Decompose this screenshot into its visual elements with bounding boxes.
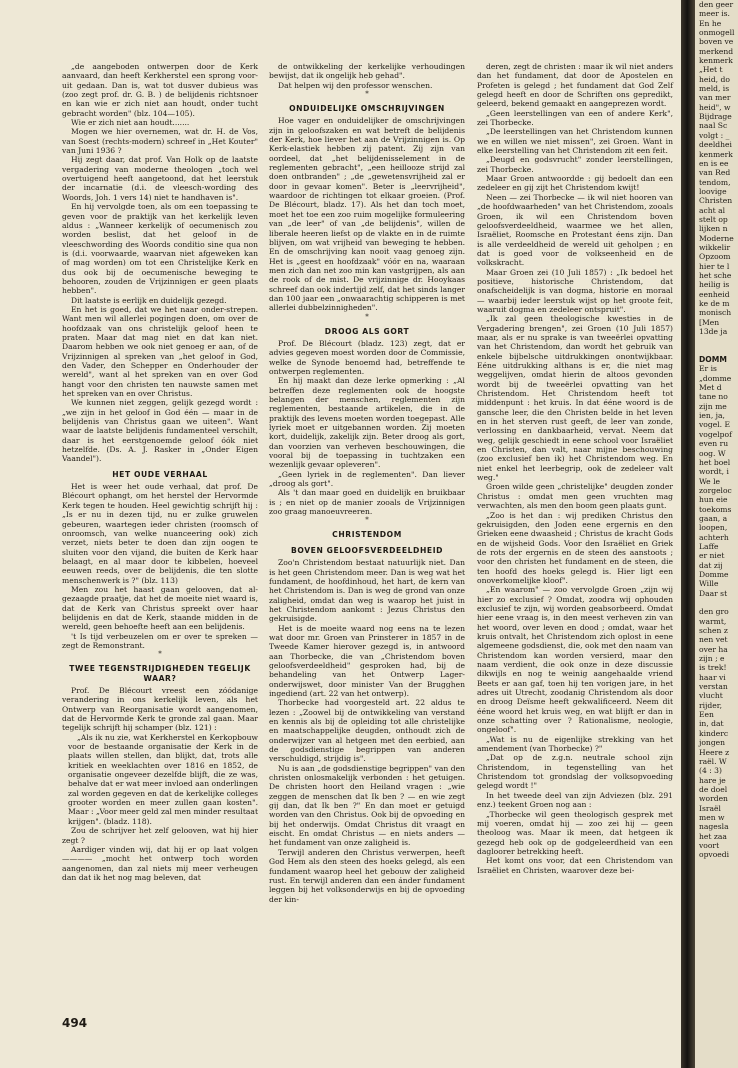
paragraph: We kunnen niet zeggen, gelijk gezegd wordt : „we zijn in het geloof in God één — maar in de belijdenis van Christus gaan we uiteen". Want waar de laatste belijdenis fundamenteel verschilt, daar is het eerstgenoemde geloof óók niet hetzelfde. (Ds. A. J. Rasker in „Onder Eigen Vaandel").	[62, 398, 258, 464]
paragraph: Maar Groen zei (10 Juli 1857) : „Ik bedoel het positieve, historische Christendom, dat onafscheidelijk is van dogma, historie en moraal — waarbij ieder leerstuk wijst op het groote feit, waaruit dogma en zedeleer ontspruit".	[477, 267, 673, 314]
next-page-line: „domme	[699, 373, 732, 383]
next-page-line: vlucht	[699, 691, 723, 701]
paragraph: Neen — zei Thorbecke — ik wil niet hooren van „de hoofdwaarheden" van het Christendom, zooals Groen, ik wil een Christendom boven geloofsverdeeldheid, waarmee we het allen, Israëliet, Roomsche en Protestant éens zijn. Dan is alle verdeeldheid de wereld uit geholpen ; en dat is goed voor de volkseenheid en de volkskracht.	[477, 192, 673, 268]
next-page-line: wikkelir	[699, 242, 731, 252]
next-page-line: Opzoom	[699, 252, 731, 262]
paragraph: deren, zegt de christen : maar ik wil niet anders dan het fundament, dat door de Apostelen en Profeten is gelegd ; het fundament dat God Zelf gelegd heeft en door de Schriften ons gepredikt, geleerd, bekend gemaakt en aangeprezen wordt.	[477, 62, 673, 109]
next-page-line: meer is.	[699, 9, 730, 19]
next-page-line: [Men	[699, 317, 720, 327]
next-page-line: ien, ja,	[699, 411, 725, 421]
next-page-line: van Red	[699, 168, 731, 178]
paragraph: Hoe vager en onduidelijker de omschrijvingen zijn in geloofszaken en wat betreft de belijdenis der Kerk, hoe liever het aan de Vrijzinnigen is. Op Kerk-elastiek hebben zij patent. Zij zijn van oordeel, dat „het belijdenisselement in de reglementen gebracht", „een heillooze strijd zal doen ontbranden" ; „de „gewetensvrijheid zal er door in gevaar komen". Beter is „leervrijheid", waardoor de richtingen tot elkaar groeien. (Prof. De Blécourt, bladz. 17). Als het dan toch moet, moet het toe een zoo ruim mogelijke formuleering van „de leer" of van „de belijdenis", willen de liberale heeren liefst op de vlakte en in de ruimte blijven, om wat vrijheid van beweging te hebben. En de omschrijving kan nooit vaag genoeg zijn. Het is „geest en hoofdzaak" vóór en na, waaraan men zich dan net zoo min kan vastgrijpen, als aan de rook of de mist. De vrijzinnige dr. Hooykaas schreef dan ook indertijd zelf, dat het sinds langer dan 100 jaar een „onwaarachtig schipperen is met allerlei dubbelzinnigheden".	[269, 116, 465, 313]
next-page-line: opvoedi	[699, 850, 730, 860]
paragraph: Hij zegt daar, dat prof. Van Holk op de laatste vergadering van moderne theologen „toch wel overtuigend heeft aangetoond, dat het leerstuk der incarnatie (d.i. de vleesch-wording des Woords, Joh. 1 vers 14) niet te handhaven is".	[62, 155, 258, 202]
next-page-line: (4 : 3)	[699, 766, 722, 776]
paragraph: „En waarom" — zoo vervolgde Groen „zijn wij hier zo exclusief ? Omdat, zoodra wij ophouden exclusief te zijn, wij worden geabsorbeerd. Omdat hier eene vraag is, in den meest verheven zin van het woord, over leven en dood ; omdat, waar het kruis ontvalt, het Christendom zich oplost in eene algemeene godsdienst, die, ook met den naam van Christendom kan worden versierd, maar den naam verdient, die ook onze in deze discussie dikwijls en nog te weinig aangehaalde vriend Beets er aan gaf, toen hij ten vorigen jare, in het adres uit Utrecht, zoodanig Christendom als door en droog Deïsme heeft gekwalificeerd. Neem dit ééne woord het kruis weg, en wat blijft er dan in onze schatting over ? Rationalisme, neologie, ongeloof".	[477, 585, 673, 735]
next-page-line: hun eie	[699, 495, 728, 505]
next-page-line: rijder,	[699, 700, 722, 710]
next-page-line: even ru	[699, 439, 729, 449]
next-page-line: volgt : _	[699, 130, 730, 140]
next-page-line: meld, is	[699, 84, 730, 94]
paragraph: Wie er zich niet aan houdt.......	[71, 118, 190, 128]
paragraph: Terwijl anderen den Christus verwerpen, heeft God Hem als den steen des hoeks gelegd, als een fundament waarop heel het gebouw der zaligheid rust. En terwijl anderen dan een ánder fundament leggen bij het volksonderwijs en bij de opvoeding der kin-	[269, 847, 465, 904]
next-page-line: jongen	[699, 738, 726, 748]
next-page-line: En he	[699, 18, 722, 28]
next-page-line: zijn me	[699, 401, 727, 411]
section-heading: TWEE TEGENSTRIJDIGHEDEN TEGELIJK WAAR?	[69, 664, 251, 683]
column-left	[62, 62, 258, 882]
paragraph: Nu is aan „de godsdienstige begrippen" van den christen onlosmakelijk verbonden : het getuigen. De christen hoort den Heiland vragen : „wie zeggen de menschen dat Ik ben ? — en wie zegt gij dan, dat Ik ben ?" En dan moet er getuigd worden van den Christus. Ook bij de opvoeding en bij het onderwijs. Omdat Christus dit vraagt en eischt. En omdat Christus — en niets anders — het fundament van onze zaligheid is.	[269, 763, 465, 848]
paragraph: Het is weer het oude verhaal, dat prof. De Blécourt ophangt, om het herstel der Hervormde Kerk tegen te houden. Heel gewichtig schrijft hij : „Is er nu in dezen tijd, nu er zulke gruwelen gebeuren, waartegen ieder christen (roomsch of onroomsch, van welke nuanceering ook) zich verzet, niets beter te doen dan zijn oogen te sluiten voor den vijand, die buiten de Kerk haar belaagt, en al maar door te kibbelen, hoeveel eeuwen reeds, over de belijdenis, die ten slotte menschenwerk is ?" (blz. 113)	[62, 482, 258, 585]
paragraph: Thorbecke had voorgesteld art. 22 aldus te lezen : „Zoowel bij de ontwikkeling van verstand en kennis als bij de opleiding tot alle christelijke en maatschappelijke deugden, onthoudt zich de onderwijzer van al hetgeen met den eerbied, aan de godsdienstige begrippen van anderen verschuldigd, strijdig is".	[269, 698, 465, 764]
paragraph: Aardiger vinden wij, dat hij er op laat volgen———— „mocht het ontwerp toch worden aangenomen, dan zal niets mij meer verheugen dan dat ik het nog mag beleven, dat	[62, 844, 258, 882]
next-page-line: Daar st	[699, 588, 728, 598]
paragraph: „Zoo is het dan : wij prediken Christus den gekruisigden, den Joden eene ergernis en den Grieken eene dwaasheid ; Christus de kracht Gods en de wijsheid Gods. Voor den Israëliet en Griek de rots der ergernis en de steen des aanstoots ; voor den christen het fundament en de steen, die ten hoofd des hoeks gelegd is. Hier ligt een onoverkomelijke kloof".	[477, 510, 673, 585]
next-page-line: heid", w	[699, 102, 731, 112]
next-page-line: voort	[699, 840, 720, 850]
section-divider-star: *	[158, 650, 162, 659]
paragraph: de ontwikkeling der kerkelijke verhoudingen bewijst, dat ik ongelijk heb gehad".	[269, 62, 465, 81]
next-page-line: „Het t	[699, 65, 723, 75]
paragraph: Zoo'n Christendom bestaat natuurlijk niet. Dan is het geen Christendom meer. Dan is weg wat het fundament, de hoofdinhoud, het hart, de kern van het Christendom is. Dan is weg de grond van onze zaligheid, omdat dan weg is waarop het juist in het Christendom aankomt : Jezus Christus den gekruisigde.	[269, 558, 465, 624]
next-page-line: monisch	[699, 308, 732, 318]
section-heading: DROOG ALS GORT	[324, 326, 410, 336]
section-heading: HET OUDE VERHAAL	[112, 469, 208, 479]
next-page-line: stelt op	[699, 214, 728, 224]
next-page-line: Moderne	[699, 233, 734, 243]
next-page-line: hier te l	[699, 261, 730, 271]
next-page-line: is trek!	[699, 663, 727, 673]
paragraph: Het komt ons voor, dat een Christendom van Israëliet en Christen, waarover deze bei-	[477, 856, 673, 875]
next-page-line: worden	[699, 794, 728, 804]
next-page-line: nen vet	[699, 635, 728, 645]
next-page-line: merkend	[699, 46, 734, 56]
next-page-line: 13de ja	[699, 327, 728, 337]
next-page-line: acht al	[699, 205, 726, 215]
paragraph: „Dat op de z.g.n. neutrale school zijn Christendom, in tegenstelling van het Christendom tot grondslag der volksopvoeding gelegd wordt !"	[477, 753, 673, 791]
next-page-line: vogel. E	[699, 420, 731, 430]
paragraph: „Geen leerstellingen van een of andere Kerk", zei Thorbecke.	[477, 108, 673, 128]
next-page-line: Een	[699, 710, 714, 720]
next-page-line: Domme	[699, 569, 729, 579]
next-page-line: eenheid	[699, 289, 730, 299]
section-heading: ONDUIDELIJKE OMSCHRIJVINGEN	[289, 104, 445, 114]
paragraph: Als 't dan maar goed en duidelijk en bruikbaar is ; en niet op de manier zooals de Vrijzinnigen zoo graag manoeuvreeren.	[269, 488, 465, 517]
section-divider-star: *	[365, 90, 369, 99]
next-page-line: wordt, i	[699, 467, 729, 477]
next-page-line: er niet	[699, 551, 725, 561]
paragraph: En hij vervolgde toen, als om een toepassing te geven voor de praktijk van het kerkelijk leven aldus : „Wanneer kerkelijk of oecumenisch zou worden beslist, dat het geloof in de vleeschwording des Woords conditio sine qua non is (d.i. voorwaarde, waarvan niet afgeweken kan of mag worden) om tot een Christelijke Kerk en dus ook bij de oecumenische beweging te behooren, zouden de Vrijzinnigen er geen plaats hebben".	[62, 202, 258, 296]
column-right	[477, 62, 673, 875]
section-heading: BOVEN GELOOFSVERDEELDHEID	[290, 545, 444, 555]
next-page-line	[695, 598, 738, 607]
next-page-line	[695, 346, 738, 355]
paragraph: Dat helpen wij den professor wenschen.	[278, 80, 433, 90]
next-page-line: DOMM	[699, 355, 727, 365]
next-page-line: het boel	[699, 457, 731, 467]
paragraph: „Wat is nu de eigenlijke strekking van het amendement (van Thorbecke) ?"	[477, 734, 673, 754]
next-page-line: over ha	[699, 644, 728, 654]
paragraph: „De leerstellingen van het Christendom kunnen we en willen we niet missen", zei Groen. Want in elke leerstelling van het Christendom zit een feit.	[477, 127, 673, 156]
next-page-line: haar vi	[699, 672, 726, 682]
next-page-line: deeldhei	[699, 140, 732, 150]
next-page-line: heilig is	[699, 280, 730, 290]
next-page-line: tane no	[699, 392, 728, 402]
next-page-line	[695, 336, 738, 345]
next-page-line: het sche	[699, 270, 732, 280]
next-page-line: heid, do	[699, 74, 730, 84]
next-page-line: hare je	[699, 775, 726, 785]
next-page-line: Bijdrage	[699, 112, 732, 122]
paragraph: Prof. De Blécourt vreest een zóódanige verandering in ons kerkelijk leven, als het Ontwerp van Reorganisatie wordt aangenomen, dat de Hervormde Kerk te gronde zal gaan. Maar tegelijk schrijft hij schamper (blz. 121) :	[62, 686, 258, 733]
next-page-line: naal Sc	[699, 121, 728, 131]
paragraph: 't Is tijd verbeuzelen om er over te spreken — zegt de Remonstrant.	[62, 631, 258, 650]
next-page-line: den geer	[699, 0, 734, 9]
next-page-line: Heere z	[699, 747, 730, 757]
next-page-line: achterh	[699, 532, 729, 542]
next-page-line: nagesla	[699, 822, 729, 832]
paragraph: „Thorbecke wil geen theologisch gesprek met mij voeren, omdat hij — zoo zei hij — geen theoloog was. Maar ik meen, dat hetgeen ik gezegd heb ook op de godgeleerdheid van een dagloorer betrekking heeft.	[477, 809, 673, 856]
next-page-edge	[695, 0, 738, 1068]
next-page-line: tendom,	[699, 177, 731, 187]
paragraph: Dit laatste is eerlijk en duidelijk gezegd.	[71, 295, 227, 305]
next-page-line: de doel	[699, 784, 728, 794]
next-page-line: kenmerk	[699, 56, 733, 66]
next-page-line: warmt,	[699, 616, 727, 626]
next-page-line: Christen	[699, 196, 733, 206]
next-page-line: We le	[699, 476, 721, 486]
next-page-line: gaan, a	[699, 513, 728, 523]
next-page-line: in, dat	[699, 719, 724, 729]
next-page-line: onmogell	[699, 28, 735, 38]
next-page-line: loopen,	[699, 523, 728, 533]
paragraph: Men zou het haast gaan gelooven, dat al-gezaagde praatje, dat het de moeite niet waard is, dat de Kerk van Christus spreekt over haar belijdenis en dat de Kerk, staande midden in de wereld, geen behoefte heeft aan een belijdenis.	[62, 584, 258, 632]
paragraph: Groen wilde geen „christelijke" deugden zonder Christus : omdat men geen vruchten mag verwachten, als men den boom geen plaats gunt.	[477, 482, 673, 511]
next-page-line: oog. W	[699, 448, 726, 458]
next-page-line: lijken n	[699, 224, 728, 234]
next-page-line: Wille	[699, 579, 719, 589]
next-page-line: Israël	[699, 803, 721, 813]
next-page-line: kenmerk	[699, 149, 733, 159]
next-page-line: ke de m	[699, 299, 730, 308]
next-page-line: zijn ; e	[699, 654, 725, 664]
next-page-line: vogelpof	[699, 429, 732, 439]
paragraph: „Ik zal geen theologische kwesties in de Vergadering brengen", zei Groen (10 Juli 1857) maar, als er nu sprake is van tweeërlei opvatting van het Christendom, dan wordt het gebruik van enkele bijbelsche uitdrukkingen onontwijkbaar. Eéne uitdrukking althans is er, die niet mag weggelijven, omdat hierin de altoos gevonden wordt bij de tweeërlei opvatting van het Christendom. Het Christendom heeft tot middenpunt : het kruis. In dat ééne woord is de gansche leer, die den Christen belde in het leven en in het sterven rust geeft, de leer van zonde, verlossing en dankbaarheid, vervat. Neem dat weg, gelijk geschiedt in eene school voor Israëliet en Christen, dan valt, naar mijne beschouwing (zoo exclusief ben ik) het Christendom weg. En niet enkel het leerbegrip, ook de zedeleer valt weg."	[477, 314, 673, 483]
next-page-line: dat zij	[699, 560, 723, 570]
paragraph: Mogen we hier overnemen, wat dr. H. de Vos, van Soest (rechts-modern) schreef in „Het Kouter" van Juni 1936 ?	[62, 127, 258, 156]
section-heading: CHRISTENDOM	[332, 530, 402, 540]
section-divider-star: *	[365, 312, 369, 321]
paragraph: En hij maakt dan deze lerke opmerking : „Al betreffen deze reglementen ook de hoogste belangen der menschen, reglementen zijn reglementen, bestaande artikelen, die in de praktijk des levens moeten worden toegepast. Alle lyriek moet er uitgebannen worden. Zij moeten kort, duidelijk, zakelijk zijn. Beter droog als gort, dan voorzien van verheven beschouwingen, die vooral bij de toepassing in tuchtzaken een wezenlijk gevaar opleveren".	[269, 376, 465, 470]
book-gutter	[681, 0, 695, 1068]
next-page-line: het zaa	[699, 831, 727, 841]
next-page-line: den gro	[699, 607, 729, 617]
quote-paragraph: „Als ik nu zie, wat Kerkherstel en Kerkopbouw voor de bestaande organisatie der Kerk in de plaats willen stellen, dan blijkt, dat, trots alle kritiek en weeklachten over 1816 en 1852, de organisatie ongeveer dezelfde blijft, die ze was, behalve dat er wat meer invloed aan onderlingen zal worden gegeven en dat de kerkelijke colleges grooter worden en meer zullen gaan kosten". Maar : „Voor meer geld zal men minder resultaat krijgen". (bladz. 118).	[68, 732, 258, 826]
paragraph: „de aangeboden ontwerpen door de Kerk aanvaard, dan heeft Kerkherstel een sprong voor-uit gedaan. Dan is, wat tot dusver dubieus was (zoo zegt prof. dr. G. B. ) de belijdenis richtsnoer en kan wie er zich niet aan houdt, onder tucht gebracht worden" (blz. 104—105).	[62, 62, 258, 118]
paragraph: Maar Groen antwoordde : gij bedoelt dan een zedeleer en gij zijt het Christendom kwijt!	[477, 174, 673, 193]
column-middle	[269, 62, 465, 904]
next-page-line: schen z	[699, 626, 728, 636]
next-page-line: van mer	[699, 93, 731, 103]
next-page-line: toekoms	[699, 504, 732, 514]
next-page-line: men w	[699, 812, 725, 822]
paragraph: Het is de moeite waard nog eens na te lezen wat door mr. Groen van Prinsterer in 1857 in de Tweede Kamer hierover gezegd is, in antwoord aan Thorbecke, die van „Christendom boven geloofsverdeeldheid" gesproken had, bij de behandeling van het Ontwerp Lager-onderwijswet, door minister Van der Brugghen ingediend (art. 22 van het ontwerp).	[269, 623, 465, 698]
next-page-line: Er is	[699, 364, 717, 374]
next-page-line: raël. W	[699, 756, 727, 766]
page-number: 494	[62, 1016, 88, 1030]
next-page-line: en is ee	[699, 158, 729, 168]
next-page-line: zorgeloc	[699, 485, 732, 495]
paragraph: „Deugd en godsvrucht" zonder leerstellingen, zei Thorbecke.	[477, 155, 673, 174]
section-divider-star: *	[365, 516, 369, 525]
next-page-line: Laffe	[699, 541, 719, 551]
next-page-line: verstan	[699, 682, 728, 692]
next-page-line: boven ve	[699, 37, 734, 47]
paragraph: En het is goed, dat we het naar onder-strepen. Want men wil allerlei pogingen doen, om over de hoofdzaak van ons christelijk geloof heen te praten. Maar dat mag niet en dat kan niet. Daarom hebben we ook niet genoeg er aan, of de Vrijzinnigen al spreken van „het geloof in God, den Vader, den Schepper en Onderhouder der wereld", want al het spreken van en over God hangt voor den christen ten nauwste samen met het spreken van en over Christus.	[62, 304, 258, 399]
paragraph: Zou de schrijver het zelf gelooven, wat hij hier zegt ?	[62, 826, 258, 845]
next-page-line: loovige	[699, 186, 727, 196]
next-page-line: kinderc	[699, 728, 729, 738]
next-page-line: Met d	[699, 383, 722, 393]
paragraph: In het tweede deel van zijn Adviezen (blz. 291 enz.) teekent Groen nog aan :	[477, 790, 673, 810]
paragraph: Prof. De Blécourt (bladz. 123) zegt, dat er advies gegeven moest worden door de Commissie, welke de Synode benoemd had, betreffende te ontwerpen reglementen.	[269, 338, 465, 376]
paragraph: „Geen lyriek in de reglementen". Dan liever „droog als gort".	[269, 469, 465, 489]
